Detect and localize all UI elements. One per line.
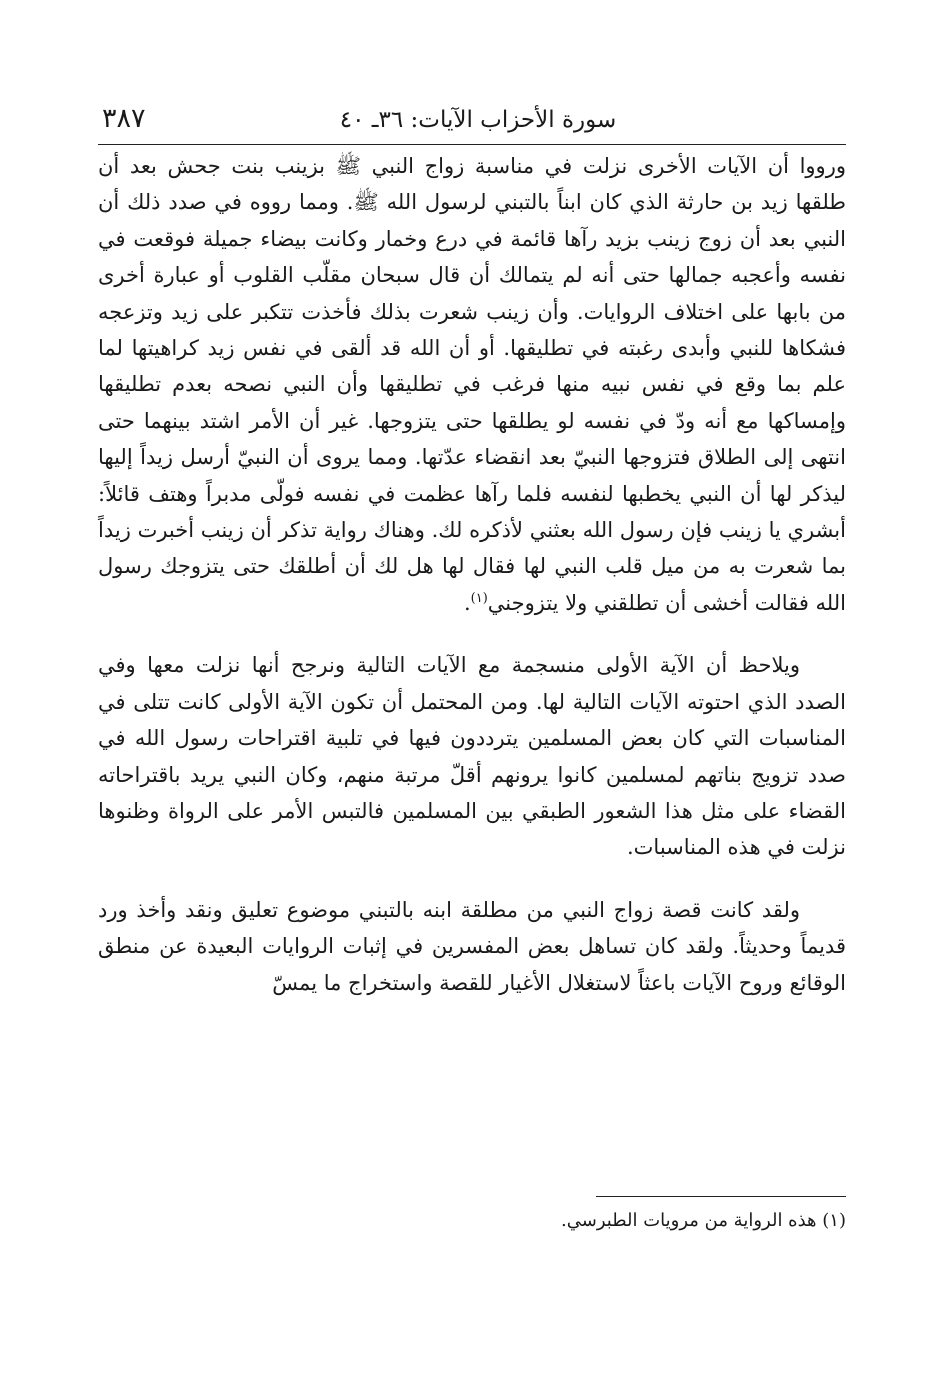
paragraph-2: ويلاحظ أن الآية الأولى منسجمة مع الآيات التالية ونرجح أنها نزلت معها وفي الصدد الذي احتوته الآيات التالية لها. ومن المحتمل أن تكون الآية الأولى كانت تتلى في المناسبات التي كان بعض المسلمين يترددون فيها في تلبية اقتراحات رسول الله في صدد تزويج بناتهم لمسلمين كانوا يرونهم أقلّ مرتبة منهم، وكان النبي يريد باقتراحاته القضاء على مثل هذا الشعور الطبقي بين المسلمين فالتبس الأمر على الرواة وظنوها نزلت في هذه المناسبات. [98, 653, 846, 860]
footnote-divider [596, 1196, 846, 1197]
running-title: سورة الأحزاب الآيات: ٣٦ـ ٤٠ [339, 107, 617, 133]
paragraph-1 [98, 148, 846, 621]
footnote: (١) هذه الرواية من مرويات الطبرسي. [561, 1210, 846, 1231]
page-number: ٣٨٧ [102, 103, 146, 134]
footnote-reference: (١) [470, 590, 488, 606]
paragraph-3: ولقد كانت قصة زواج النبي من مطلقة ابنه بالتبني موضوع تعليق ونقد وأخذ ورد قديماً وحديثاً. ولقد كان تساهل بعض المفسرين في إثبات الروايات البعيدة عن منطق الوقائع وروح الآيات باعثاً لاستغلال الأغيار للقصة واستخراج ما يمسّ [98, 897, 846, 995]
body-text [98, 148, 846, 1001]
paragraph-1-end: . [463, 590, 471, 615]
paragraph-1-text: ورووا أن الآيات الأخرى نزلت في مناسبة زواج النبي ﷺ بزينب بنت جحش بعد أن طلقها زيد بن حارثة الذي كان ابناً بالتبني لرسول الله ﷺ. ومما رووه في صدد ذلك أن النبي بعد أن زوج زينب بزيد رآها قائمة في درع وخمار وكانت بيضاء جميلة فوقعت في نفسه وأعجبه جمالها حتى أنه لم يتمالك أن قال سبحان مقلّب القلوب أو عبارة أخرى من بابها على اختلاف الروايات. وأن زينب شعرت بذلك فأخذت تتكبر على زيد وتزعجه فشكاها للنبي وأبدى رغبته في تطليقها. أو أن الله قد ألقى في نفس زيد كراهيتها لما علم بما وقع في نفس نبيه منها فرغب في تطليقها وأن النبي نصحه بعدم تطليقها وإمساكها مع أنه ودّ في نفسه لو يطلقها حتى يتزوجها. غير أن الأمر اشتد بينهما حتى انتهى إلى الطلاق فتزوجها النبيّ بعد انقضاء عدّتها. ومما يروى أن النبيّ أرسل زيداً إليها ليذكر لها أن النبي يخطبها لنفسه فلما رآها عظمت في نفسه فولّى مدبراً وهتف قائلاً: أبشري يا زينب فإن رسول الله بعثني لأذكره لك. وهناك رواية تذكر أن زينب أخبرت زيداً بما شعرت به من ميل قلب النبي لها فقال لها هل لك أن أطلقك حتى يتزوجك رسول الله فقالت أخشى أن تطلقني ولا يتزوجني [98, 154, 846, 615]
page-header [98, 100, 846, 145]
